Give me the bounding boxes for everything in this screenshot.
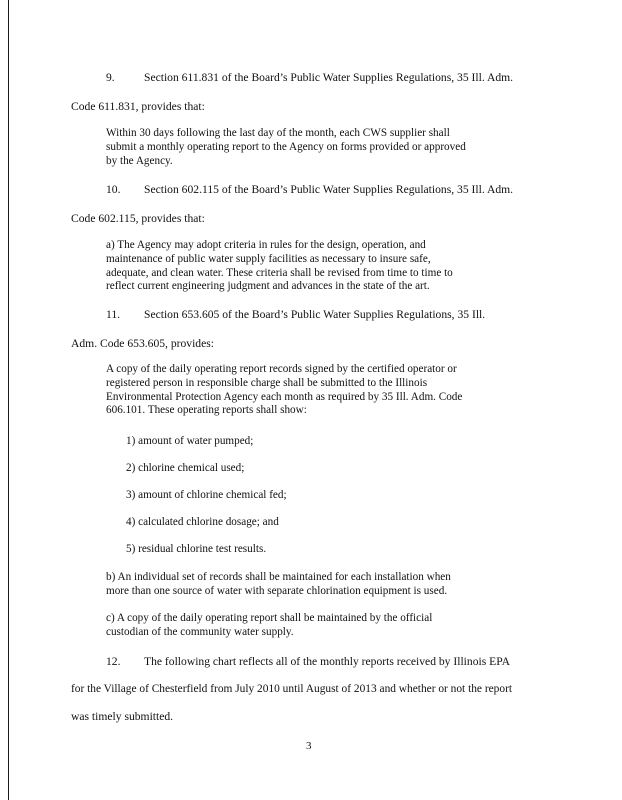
quote-10: a) The Agency may adopt criteria in rules for the design, operation, and maintenance of public water supply facilities as necessary to insure safe, adequate, and clean water. These criteria shall be revised from time to time to reflect current engineering judgment and advances in the state of the art. <box>106 239 453 293</box>
paragraph-11-line-2: Adm. Code 653.605, provides: <box>71 337 214 350</box>
paragraph-12-line-2: for the Village of Chesterfield from July 2010 until August of 2013 and whether or not the report <box>71 683 513 695</box>
quote-11-c: c) A copy of the daily operating report shall be maintained by the official custodian of the community water supply. <box>106 612 433 638</box>
list-item-1: 1) amount of water pumped; <box>126 435 254 447</box>
quote-9: Within 30 days following the last day of the month, each CWS supplier shall submit a monthly operating report to the Agency on forms provided or approved by the Agency. <box>106 127 466 167</box>
list-item-3: 3) amount of chlorine chemical fed; <box>126 489 287 501</box>
list-item-5: 5) residual chlorine test results. <box>126 543 267 555</box>
left-margin-line <box>8 0 9 800</box>
paragraph-11-number: 11. <box>106 308 121 321</box>
paragraph-9-line-1: 9. Section 611.831 of the Board’s Public Water Supplies Regulations, 35 Ill. Adm. <box>106 71 514 84</box>
quote-11-b: b) An individual set of records shall be maintained for each installation when more than one source of water with separate chlorination equipment is used. <box>106 571 451 597</box>
list-item-4: 4) calculated chlorine dosage; and <box>126 516 279 528</box>
paragraph-9-number: 9. <box>106 71 115 84</box>
paragraph-9-line-2: Code 611.831, provides that: <box>71 100 205 113</box>
paragraph-10-number: 10. <box>106 183 121 196</box>
paragraph-12-line-1: 12. The following chart reflects all of the monthly reports received by Illinois EPA <box>106 655 510 668</box>
quote-11-intro: A copy of the daily operating report records signed by the certified operator or registered person in responsible charge shall be submitted to the Illinois Environmental Protection Agency each month as required by 35 Ill. Adm. Code 606.101. These operating reports shall show: <box>106 363 463 417</box>
list-item-2: 2) chlorine chemical used; <box>126 462 245 474</box>
paragraph-11-line-1: 11. Section 653.605 of the Board’s Public Water Supplies Regulations, 35 Ill. <box>106 308 486 321</box>
paragraph-10-line-2: Code 602.115, provides that: <box>71 212 205 225</box>
page-number: 3 <box>306 740 312 752</box>
paragraph-12-line-3: was timely submitted. <box>71 710 174 723</box>
paragraph-12-number: 12. <box>106 655 121 668</box>
paragraph-10-line-1: 10. Section 602.115 of the Board’s Public Water Supplies Regulations, 35 Ill. Adm. <box>106 183 514 196</box>
